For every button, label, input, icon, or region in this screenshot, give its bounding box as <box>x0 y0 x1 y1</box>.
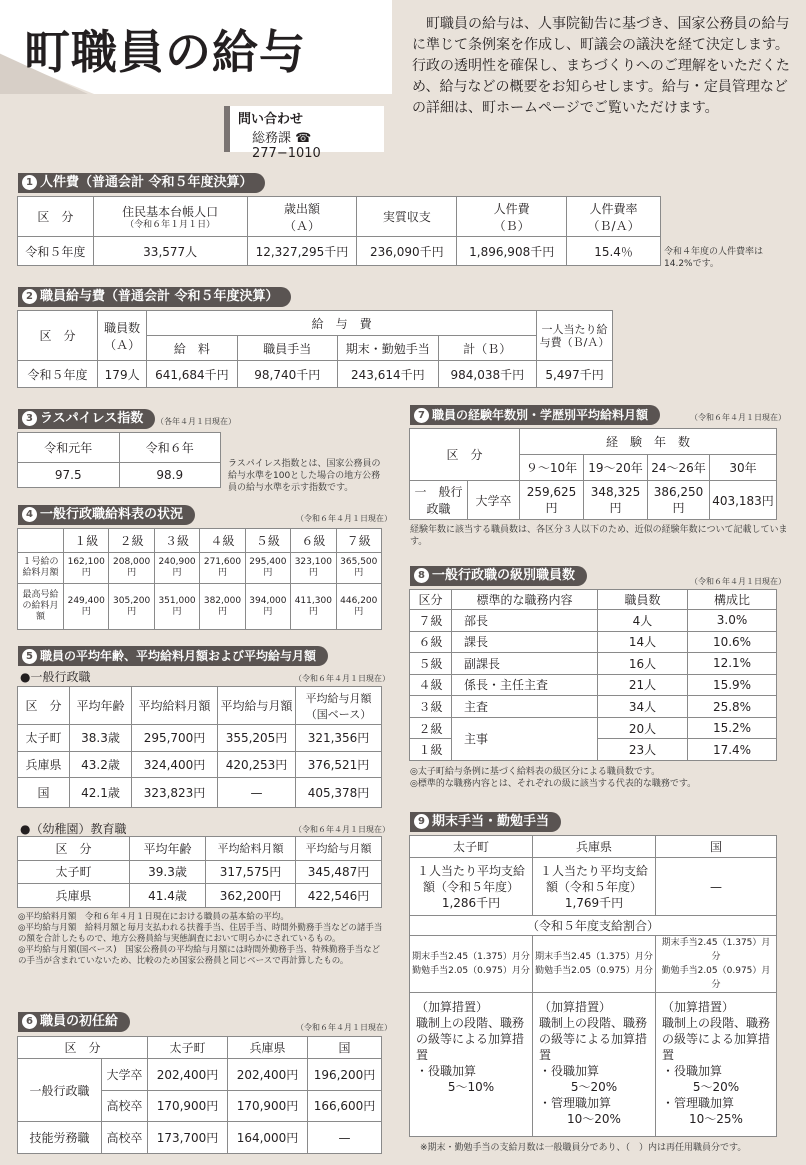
s6-r1-1: 170,900円 <box>148 1090 228 1122</box>
s5b-r1-2: 362,200円 <box>206 884 296 908</box>
s8-r3-0: ４級 <box>410 674 452 696</box>
section-5-heading: 5 職員の平均年齢、平均給料月額および平均給与月額 <box>18 646 328 666</box>
s3-v1: 98.9 <box>119 463 221 488</box>
s3-h1: 令和６年 <box>119 433 221 463</box>
s8-r2-2: 16人 <box>598 653 688 675</box>
s8-r5-0: ２級 <box>410 717 452 739</box>
s9-ratio-title: （令和５年度支給割合） <box>410 916 777 936</box>
s9-nat-kanri-label: ・管理職加算 <box>662 1096 735 1110</box>
s5b-h0: 区 分 <box>18 837 130 861</box>
s5-r0-2: 295,700円 <box>132 725 218 752</box>
section-6-heading: 6 職員の初任給 <box>18 1012 130 1032</box>
s8-r5-1: 主事 <box>452 717 598 760</box>
s5-r1-1: 43.2歳 <box>70 751 132 778</box>
section-9-heading: 9 期末手当・勤勉手当 <box>410 812 561 832</box>
s5-r2-4: 405,378円 <box>296 778 382 808</box>
s1-c3: 236,090千円 <box>357 237 457 266</box>
s5-h4: 平均給与月額（国ベース） <box>296 687 382 725</box>
s8-r2-0: ５級 <box>410 653 452 675</box>
s4-r1-1: 208,000円 <box>109 553 154 584</box>
s8-r2-3: 12.1% <box>688 653 777 675</box>
s4-r2-6: 446,200円 <box>336 584 381 630</box>
s8-r0-3: 3.0% <box>688 610 777 632</box>
s9-pref-kasan-title: （加算措置） <box>539 1000 612 1014</box>
s8-notes <box>410 766 790 790</box>
intro-text: 町職員の給与は、人事院勧告に基づき、国家公務員の給与に準じて条例案を作成し、町議会の議決を経て決定します。行政の透明性を確保し、まちづくりへのご理解をいただくため、給与などの概要をお知らせします。給与・定員管理などの詳細は、町ホームページでご覧いただけます。 <box>412 16 790 116</box>
salary-cost-table <box>17 310 613 388</box>
personnel-cost-table <box>17 196 661 266</box>
s5-h2: 平均給料月額 <box>132 687 218 725</box>
s1-c1: 33,577人 <box>93 237 247 266</box>
s4-r1-2: 240,900円 <box>154 553 199 584</box>
s8-h1: 標準的な職務内容 <box>452 590 598 610</box>
laspeyres-table <box>17 432 221 488</box>
s2-c4: 243,614千円 <box>338 361 439 388</box>
s9-h0: 太子町 <box>410 836 533 858</box>
salary-scale-table <box>17 528 382 630</box>
s9-nat-yaku-label: ・役職加算 <box>662 1064 723 1078</box>
s5-r2-3: — <box>218 778 296 808</box>
s4-r2-3: 382,000円 <box>200 584 245 630</box>
s8-r4-0: ３級 <box>410 696 452 718</box>
s4-g6: ７級 <box>336 529 381 553</box>
s8-note-0: ◎太子町給与条例に基づく給料表の級区分による職員数です。 <box>410 767 661 777</box>
s1-h0: 区 分 <box>18 197 94 237</box>
s6-r1-0: 高校卒 <box>102 1090 148 1122</box>
s6-r2-2: 164,000円 <box>228 1122 308 1154</box>
s1-c5: 15.4％ <box>567 237 661 266</box>
s8-r4-3: 25.8% <box>688 696 777 718</box>
s9-pref-kanri: 10〜20% <box>567 1112 621 1126</box>
s8-r5-2: 20人 <box>598 717 688 739</box>
s1-h2: 歳出額 <box>283 201 320 216</box>
s8-r3-1: 係長・主任主査 <box>452 674 598 696</box>
s9-nat-kasan-desc: 職制上の段階、職務の級等による加算措置 <box>662 1016 771 1062</box>
grade-staff-table <box>409 589 777 761</box>
s4-r2-label: 最高号給の給料月額 <box>18 584 64 630</box>
s5-date2: （令和６年４月１日現在） <box>294 825 390 834</box>
s8-r6-3: 17.4% <box>688 739 777 761</box>
avg-salary-table <box>17 686 382 808</box>
starting-salary-table <box>17 1036 382 1154</box>
s2-c5: 984,038千円 <box>438 361 536 388</box>
s6-ippan: 一般行政職 <box>18 1059 102 1122</box>
s5-r1-3: 420,253円 <box>218 751 296 778</box>
s9-h2: 国 <box>656 836 777 858</box>
s5b-r0-1: 39.3歳 <box>130 860 206 884</box>
s5-h3: 平均給与月額 <box>218 687 296 725</box>
s5-r0-0: 太子町 <box>18 725 70 752</box>
s2-c6: 5,497千円 <box>537 361 613 388</box>
s8-r6-2: 23人 <box>598 739 688 761</box>
s9-kim1: 期末手当2.45（1.375）月分 <box>535 952 653 962</box>
s6-r0-1: 202,400円 <box>148 1059 228 1091</box>
s9-note: ※期末・勤勉手当の支給月数は一般職員分であり、（ ）内は再任用職員分です。 <box>420 1143 747 1153</box>
s6-r1-2: 170,900円 <box>228 1090 308 1122</box>
s8-r0-0: ７級 <box>410 610 452 632</box>
s8-r3-2: 21人 <box>598 674 688 696</box>
section-3-heading: 3 ラスパイレス指数 <box>18 409 155 429</box>
s2-c1: 179人 <box>98 361 147 388</box>
s5-h1: 平均年齢 <box>70 687 132 725</box>
s2-c2: 641,684千円 <box>147 361 237 388</box>
s2-c0: 令和５年度 <box>18 361 98 388</box>
s9-kim0: 期末手当2.45（1.375）月分 <box>412 952 530 962</box>
teacher-salary-table <box>17 836 382 908</box>
bonus-table <box>409 835 777 1137</box>
s1-c2: 12,327,295千円 <box>247 237 357 266</box>
s5b-h3: 平均給与月額 <box>296 837 382 861</box>
section-4-heading: 4 一般行政職給料表の状況 <box>18 505 195 525</box>
s6-h0: 区 分 <box>18 1037 148 1059</box>
s1-note: 令和４年度の人件費率は14.2%です。 <box>664 247 764 269</box>
s8-r4-1: 主査 <box>452 696 598 718</box>
s5b-r1-1: 41.4歳 <box>130 884 206 908</box>
s5-r1-4: 376,521円 <box>296 751 382 778</box>
s4-g0: １級 <box>64 529 109 553</box>
s1-sh4: （Ｂ） <box>493 218 530 233</box>
s9-nat-kasan-title: （加算措置） <box>662 1000 735 1014</box>
s5-sub1: ●一般行政職 <box>20 670 91 684</box>
s5b-h1: 平均年齢 <box>130 837 206 861</box>
s5-sub2: ●（幼稚園）教育職 <box>20 822 127 836</box>
s9-nat-yaku: 5〜20% <box>692 1080 740 1094</box>
s4-r2-4: 394,000円 <box>245 584 290 630</box>
s1-sh2: （Ａ） <box>283 218 320 233</box>
s9-pay2: — <box>656 858 777 916</box>
s5b-r0-3: 345,487円 <box>296 860 382 884</box>
s8-h2: 職員数 <box>598 590 688 610</box>
s4-r1-6: 365,500円 <box>336 553 381 584</box>
s5b-r0-2: 317,575円 <box>206 860 296 884</box>
section-1-heading: 1 人件費（普通会計 令和５年度決算） <box>18 173 265 193</box>
s8-r0-2: 4人 <box>598 610 688 632</box>
s7-note: 経験年数に該当する職員数は、各区分３人以下のため、近似の経験年数について記載しています。 <box>410 525 788 547</box>
s6-h2: 兵庫県 <box>228 1037 308 1059</box>
s4-r2-0: 249,400円 <box>64 584 109 630</box>
s8-r5-3: 15.2% <box>688 717 777 739</box>
s7-v2: 386,250円 <box>648 481 710 520</box>
s2-sub1: 職員手当 <box>237 336 338 361</box>
s6-date: （令和６年４月１日現在） <box>296 1023 392 1032</box>
s5-r1-0: 兵庫県 <box>18 751 70 778</box>
s4-r1-label: １号給の給料月額 <box>18 553 64 584</box>
s9-pay1: １人当たり平均支給額（令和５年度）1,769千円 <box>533 858 656 916</box>
s9-town-yaku-label: ・役職加算 <box>416 1064 477 1078</box>
s6-h1: 太子町 <box>148 1037 228 1059</box>
s9-kim2: 期末手当2.45（1.375）月分 <box>661 938 771 962</box>
s9-h1: 兵庫県 <box>533 836 656 858</box>
s5-note-0: ◎平均給料月額 令和６年４月１日現在における職員の基本給の平均。 <box>18 912 289 922</box>
s8-r2-1: 副課長 <box>452 653 598 675</box>
s8-note-1: ◎標準的な職務内容とは、それぞれの級に該当する代表的な職務です。 <box>410 779 697 789</box>
s7-row-label: 一 般行政職 <box>410 481 468 520</box>
s5b-r0-0: 太子町 <box>18 860 130 884</box>
s7-y0: ９〜10年 <box>520 455 584 481</box>
s5-r0-3: 355,205円 <box>218 725 296 752</box>
s5-r2-1: 42.1歳 <box>70 778 132 808</box>
s4-g5: ６級 <box>291 529 336 553</box>
s5-r1-2: 324,400円 <box>132 751 218 778</box>
s1-h5: 人件費率 <box>589 201 638 216</box>
s4-g4: ５級 <box>245 529 290 553</box>
s2-sub3: 計（Ｂ） <box>438 336 536 361</box>
s7-date: （令和６年４月１日現在） <box>690 413 786 422</box>
s5b-h2: 平均給料月額 <box>206 837 296 861</box>
s7-h-kubun: 区 分 <box>410 429 520 481</box>
s2-sub0: 給 料 <box>147 336 237 361</box>
s8-r1-0: ６級 <box>410 631 452 653</box>
s5b-r1-3: 422,546円 <box>296 884 382 908</box>
s6-r0-3: 196,200円 <box>308 1059 382 1091</box>
section-8-heading: 8 一般行政職の級別職員数 <box>410 566 587 586</box>
s7-v1: 348,325円 <box>584 481 648 520</box>
s4-r2-5: 411,300円 <box>291 584 336 630</box>
s2-h-per: 一人当たり給与費（Ｂ/Ａ） <box>537 311 613 361</box>
s1-c0: 令和５年度 <box>18 237 94 266</box>
s4-r1-4: 295,400円 <box>245 553 290 584</box>
s7-y1: 19〜20年 <box>584 455 648 481</box>
s4-g2: ３級 <box>154 529 199 553</box>
s9-kin1: 勤勉手当2.05（0.975）月分 <box>535 966 653 976</box>
s8-r1-3: 10.6% <box>688 631 777 653</box>
s1-h1: 住民基本台帳人口 <box>122 204 219 219</box>
contact-box <box>224 106 384 161</box>
s2-sub2: 期末・勤勉手当 <box>338 336 439 361</box>
s1-h3: 実質収支 <box>357 197 457 237</box>
s8-h3: 構成比 <box>688 590 777 610</box>
s5-r2-2: 323,823円 <box>132 778 218 808</box>
s6-r0-2: 202,400円 <box>228 1059 308 1091</box>
section-2-heading: 2 職員給与費（普通会計 令和５年度決算） <box>18 287 291 307</box>
s6-r2-1: 173,700円 <box>148 1122 228 1154</box>
s2-h-kyuyo: 給 与 費 <box>147 311 537 336</box>
s5-r2-0: 国 <box>18 778 70 808</box>
s8-r6-0: １級 <box>410 739 452 761</box>
s4-g3: ４級 <box>200 529 245 553</box>
s5b-r1-0: 兵庫県 <box>18 884 130 908</box>
s1-sh1: （令和６年１月１日） <box>125 219 216 230</box>
s4-r1-0: 162,100円 <box>64 553 109 584</box>
s6-r2-0: 高校卒 <box>102 1122 148 1154</box>
s4-r1-5: 323,100円 <box>291 553 336 584</box>
s9-pref-kanri-label: ・管理職加算 <box>539 1096 612 1110</box>
s7-y2: 24〜26年 <box>648 455 710 481</box>
s9-pref-yaku: 5〜20% <box>570 1080 618 1094</box>
s9-kin2: 勤勉手当2.05（0.975）月分 <box>661 966 771 990</box>
s8-r4-2: 34人 <box>598 696 688 718</box>
s8-r1-2: 14人 <box>598 631 688 653</box>
s1-sh5: （Ｂ/Ａ） <box>587 218 640 233</box>
contact-phone: ☎ 277−1010 <box>252 131 321 161</box>
s4-r2-2: 351,000円 <box>154 584 199 630</box>
s6-gino: 技能労務職 <box>18 1122 102 1154</box>
s8-r3-3: 15.9% <box>688 674 777 696</box>
s4-g1: ２級 <box>109 529 154 553</box>
contact-dept: 総務課 <box>252 131 292 146</box>
s4-r1-3: 271,600円 <box>200 553 245 584</box>
s6-r1-3: 166,600円 <box>308 1090 382 1122</box>
s3-h0: 令和元年 <box>18 433 120 463</box>
s5-date1: （令和６年４月１日現在） <box>294 674 390 683</box>
s4-r2-1: 305,200円 <box>109 584 154 630</box>
s3-note: ラスパイレス指数とは、国家公務員の給与水準を100とした場合の地方公務員の給与水準を示す指数です。 <box>228 459 381 493</box>
section-7-heading: 7 職員の経験年数別・学歴別平均給料月額 <box>410 405 660 425</box>
s7-v0: 259,625円 <box>520 481 584 520</box>
s8-r1-1: 課長 <box>452 631 598 653</box>
s9-town-kasan-title: （加算措置） <box>416 1000 489 1014</box>
s5-r0-1: 38.3歳 <box>70 725 132 752</box>
s9-pref-yaku-label: ・役職加算 <box>539 1064 600 1078</box>
s5-notes <box>18 912 386 967</box>
s1-h4: 人件費 <box>493 201 530 216</box>
s5-r0-4: 321,356円 <box>296 725 382 752</box>
s9-town-yaku: 5〜10% <box>447 1080 495 1094</box>
s9-pref-kasan-desc: 職制上の段階、職務の級等による加算措置 <box>539 1016 648 1062</box>
s8-h0: 区分 <box>410 590 452 610</box>
s5-h0: 区 分 <box>18 687 70 725</box>
s4-date: （令和６年４月１日現在） <box>296 514 392 523</box>
s3-date: （各年４月１日現在） <box>156 417 236 426</box>
s7-v3: 403,183円 <box>710 481 777 520</box>
s8-date: （令和６年４月１日現在） <box>690 577 786 586</box>
s7-edu: 大学卒 <box>468 481 520 520</box>
s8-r0-1: 部長 <box>452 610 598 632</box>
s9-town-kasan-desc: 職制上の段階、職務の級等による加算措置 <box>416 1016 525 1062</box>
s2-c3: 98,740千円 <box>237 361 338 388</box>
page-title: 町職員の給与 <box>24 25 306 79</box>
contact-label: 問い合わせ <box>238 112 304 127</box>
s2-h-kubun: 区 分 <box>18 311 98 361</box>
s6-r2-3: — <box>308 1122 382 1154</box>
s5-note-1: ◎平均給与月額 給料月額と毎月支払われる扶養手当、住居手当、時間外勤務手当などの諸手当の額を合計したもので、地方公務員給与実態調査において明らかにされているもの。 <box>18 923 383 944</box>
s9-kin0: 勤勉手当2.05（0.975）月分 <box>412 966 530 976</box>
s6-h3: 国 <box>308 1037 382 1059</box>
s9-nat-kanri: 10〜25% <box>689 1112 743 1126</box>
experience-salary-table <box>409 428 777 520</box>
s7-h-exp: 経 験 年 数 <box>520 429 777 455</box>
s1-c4: 1,896,908千円 <box>457 237 567 266</box>
s3-v0: 97.5 <box>18 463 120 488</box>
s6-r0-0: 大学卒 <box>102 1059 148 1091</box>
s7-y3: 30年 <box>710 455 777 481</box>
s2-h-count: 職員数（Ａ） <box>98 311 147 361</box>
s9-pay0: １人当たり平均支給額（令和５年度）1,286千円 <box>410 858 533 916</box>
s5-note-2: ◎平均給与月額(国ベース) 国家公務員の平均給与月額には時間外勤務手当、特殊勤務手当などの手当が含まれていないため、比較のため国家公務員と同じベースで再計算したもの。 <box>18 945 381 966</box>
